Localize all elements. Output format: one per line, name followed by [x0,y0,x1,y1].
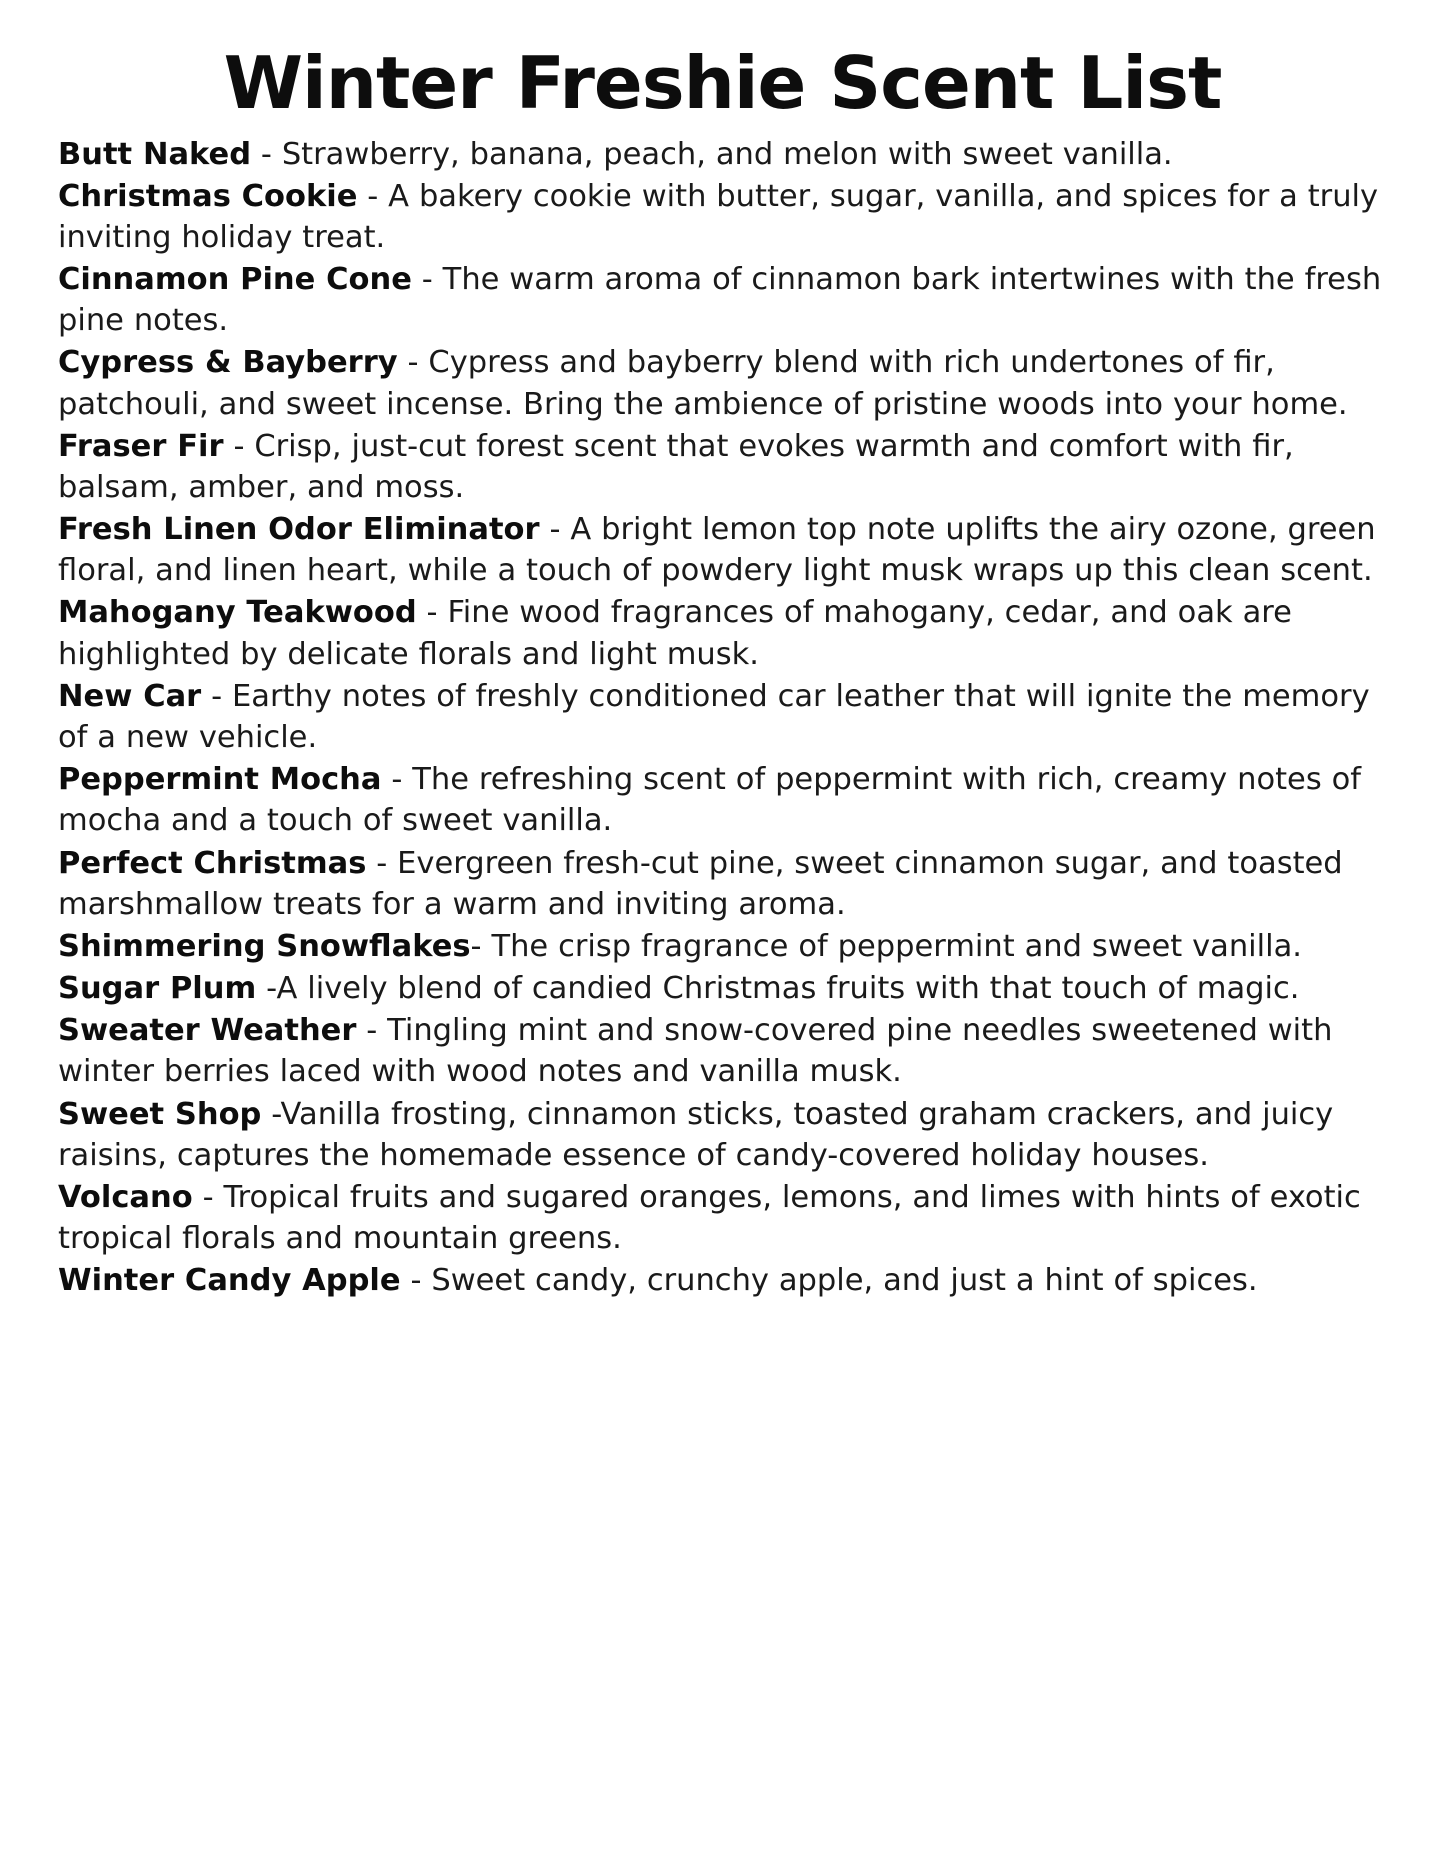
list-item [58,1260,1387,1301]
list-item [58,926,1387,967]
scent-description: - Earthy notes of freshly conditioned car leather that will ignite the memory of a new vehicle. [58,678,1370,755]
scent-description: -Vanilla frosting, cinnamon sticks, toasted graham crackers, and juicy raisins, captures the homemade essence of candy-covered holiday houses. [58,1096,1334,1173]
scent-name: Perfect Christmas [58,845,367,881]
scent-name: New Car [58,678,202,714]
scent-description: - A bright lemon top note uplifts the airy ozone, green floral, and linen heart, while a touch of powdery light musk wraps up this clean scent. [58,512,1376,589]
list-item [58,342,1387,424]
list-item [58,759,1387,841]
list-item [58,134,1387,175]
scent-description: - Strawberry, banana, peach, and melon with sweet vanilla. [251,136,1173,172]
list-item [58,509,1387,591]
scent-name: Fresh Linen Odor Eliminator [58,512,540,548]
list-item [58,1010,1387,1092]
list-item [58,426,1387,508]
scent-name: Butt Naked [58,136,252,172]
page-title: Winter Freshie Scent List [223,41,1222,125]
scent-description: - The refreshing scent of peppermint with rich, creamy notes of mocha and a touch of sweet vanilla. [58,762,1362,839]
list-item [58,968,1387,1009]
scent-name: Winter Candy Apple [58,1263,401,1299]
list-item [58,843,1387,925]
list-item [58,1177,1387,1259]
list-item [58,1094,1387,1176]
scent-name: Cinnamon Pine Cone [58,262,412,298]
scent-description: - Fine wood fragrances of mahogany, cedar, and oak are highlighted by delicate florals and light musk. [58,595,1292,672]
list-item [58,176,1387,258]
list-item [58,259,1387,341]
scent-name: Mahogany Teakwood [58,595,417,631]
scent-description: - Evergreen fresh-cut pine, sweet cinnamon sugar, and toasted marshmallow treats for a warm and inviting aroma. [58,845,1343,922]
scent-name: Sweet Shop [58,1096,262,1132]
scent-description: - Tropical fruits and sugared oranges, lemons, and limes with hints of exotic tropical florals and mountain greens. [58,1179,1361,1257]
scent-description: - A bakery cookie with butter, sugar, vanilla, and spices for a truly inviting holiday treat. [58,178,1379,255]
list-item [58,592,1387,674]
scent-description: - Tingling mint and snow-covered pine needles sweetened with winter berries laced with wood notes and vanilla musk. [58,1013,1333,1090]
scent-description: - Sweet candy, crunchy apple, and just a hint of spices. [400,1263,1258,1299]
scent-name: Cypress & Bayberry [58,345,398,381]
scent-name: Fraser Fir [58,428,224,464]
scent-description: - Cypress and bayberry blend with rich undertones of fir, patchouli, and sweet incense. Bring the ambience of pristine woods into your home. [58,345,1348,422]
list-item [58,676,1387,758]
scent-name: Sweater Weather [58,1013,357,1049]
scent-description: - Crisp, just-cut forest scent that evokes warmth and comfort with fir, balsam, amber, and moss. [58,428,1294,505]
scent-name: Christmas Cookie [58,178,358,214]
scent-name: Shimmering Snowflakes [58,928,471,964]
scent-description: - The crisp fragrance of peppermint and sweet vanilla. [470,928,1302,964]
scent-name: Volcano [58,1179,193,1215]
scent-name: Sugar Plum [58,971,257,1007]
scent-description: - The warm aroma of cinnamon bark intertwines with the fresh pine notes. [58,262,1382,339]
scent-description: -A lively blend of candied Christmas fruits with that touch of magic. [256,971,1300,1007]
scent-name: Peppermint Mocha [58,762,382,798]
scent-list [58,134,1387,1302]
